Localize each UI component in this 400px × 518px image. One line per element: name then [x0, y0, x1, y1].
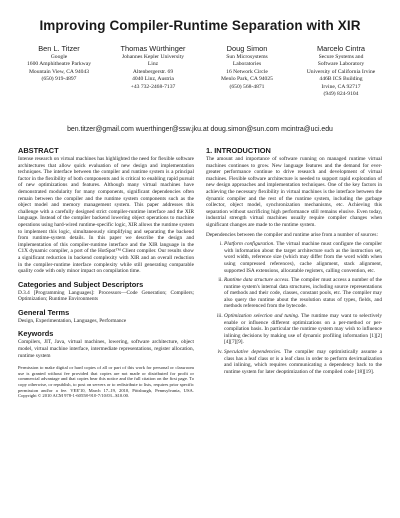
author-affiliation: (949) 824-9104 [323, 91, 359, 98]
intro-paragraph: Dependencies between the compiler and runtime arise from a number of sources: [206, 231, 378, 238]
author-affiliation: Laboratories [232, 61, 262, 68]
general-terms-text: Design, Experimentation, Languages, Performance [18, 317, 127, 324]
author-affiliation: 1600 Amphitheatre Parkway [26, 61, 91, 68]
list-item [224, 241, 382, 274]
left-column [18, 146, 194, 399]
author-1 [12, 44, 106, 98]
author-affiliation: Menlo Park, CA 94025 [221, 76, 273, 83]
list-item-lead: Runtime data structure access. [224, 277, 290, 284]
dependency-list [206, 241, 382, 375]
author-affiliation: Altenbergerstr. 69 [132, 68, 174, 75]
author-name: Marcelo Cintra [316, 44, 366, 53]
author-block [12, 44, 388, 98]
list-item [224, 277, 382, 310]
list-item-lead: Platform configuration. [224, 241, 275, 248]
author-affiliation: University of California Irvine [306, 68, 376, 75]
author-affiliation: Mountain View, CA 94043 [28, 68, 90, 75]
general-terms-heading: General Terms [18, 307, 70, 317]
list-item-text: The compiler must access a number of the runtime system's internal data structures, including source representations of methods and their code, classes, constant pools, etc. The compiler may also query the runtime about the resolution status of types, fields, and methods referenced from the bytecode. [224, 277, 382, 310]
author-affiliation: Secure Systems and [318, 54, 364, 60]
categories-heading: Categories and Subject Descriptors [18, 279, 144, 289]
author-name: Thomas Würthinger [120, 44, 186, 53]
copyright-notice: Permission to make digital or hard copies of all or part of this work for personal or classroom use is granted without fee provided that copies are not made or distributed for profit or commercial advantage and that copies bear this notice and the full citation on the first page. To copy otherwise, or republish, to post on servers or to redistribute to lists, requires prior specific permission and/or a fee. VEE'10, March 17–19, 2010, Pittsburgh, Pennsylvania, USA. Copyright © 2010 ACM 978-1-60558-910-7/10/03...$10.00. [18, 365, 194, 399]
list-item-lead: Optimization selection and tuning. [224, 313, 300, 320]
list-item [224, 313, 382, 346]
author-emails: ben.titzer@gmail.com wuerthinger@ssw.jku.at doug.simon@sun.com mcintra@uci.edu [67, 126, 333, 133]
author-affiliation: (650) 568-4871 [229, 83, 265, 90]
author-affiliation: (650) 919-4897 [41, 76, 77, 83]
author-affiliation: 4040 Linz, Austria [132, 76, 174, 83]
list-item-text: The compiler may optimistically assume a class has a leaf class or is a leaf class in order to perform devirtualization and inlining, which requires communicating a dependency back to the runtime system for later deoptimization of the compiled code [18][19]. [224, 349, 382, 375]
author-4 [294, 44, 388, 98]
author-affiliation: Irvine, CA 92717 [321, 83, 361, 90]
list-item-lead: Speculative dependencies. [224, 349, 282, 356]
author-affiliation: Software Laboratory [317, 61, 365, 68]
abstract-text: Intense research on virtual machines has highlighted the need for flexible software architectures that allow quick evaluation of new design and implementation techniques. The interface between the compiler and runtime system is a principal factor in the flexibility of both components and is critical to enabling rapid pursuit of new optimizations and features. Although many virtual machines have demonstrated modularity for many components, significant dependencies often remain between the compiler and the runtime system components such as the object model and memory management system. This paper addresses this challenge with a carefully designed strict compiler-runtime interface and the XIR language. Instead of the compiler backend lowering object operations to machine operations using hard-wired runtime-specific logic, XIR allows the runtime system to implement this logic, simultaneously simplifying and separating the backend from runtime-system details. In this paper we describe the design and implementation of this compiler-runtime interface and the XIR language in the C1X dynamic compiler, a port of the HotSpot™ Client compiler. Our results show a significant reduction in backend complexity with XIR and an overall reduction in the compiler-runtime interface complexity while still generating comparable quality code with only minor impact on compilation time. [18, 156, 194, 275]
intro-paragraph: The amount and importance of software running on managed runtime virtual machines continues to grow. New language features and the demand for ever-greater performance continue to drive research and development of virtual machines. Flexible software architecture is needed to support rapid exploration of new design approaches and implementation techniques. One of the key factors in achieving the necessary flexibility in virtual machines is the interface between the dynamic compiler and the rest of the runtime system, including the garbage collector, object model, synchronization mechanisms, etc. Achieving this separation without sacrificing high performance still remains elusive. Even today, industrial strength virtual machines usually require compiler changes when significant changes are made to the runtime system. [206, 156, 382, 228]
list-item-text: The virtual machine must configure the compiler with information about the target architecture such as the instruction set, word width, reference size (which may differ from the word width when using compressed references), cache alignment, stack alignment, supported ISA extensions, allocatable registers, calling convention, etc. [224, 241, 383, 274]
author-affiliation: Johannes Kepler University [121, 54, 185, 60]
list-item [224, 349, 382, 375]
author-affiliation: 16 Network Circle [226, 68, 268, 75]
author-affiliation: 446B ICS Building [319, 76, 363, 83]
author-affiliation: Google [50, 54, 68, 60]
right-column [206, 146, 382, 378]
author-3 [200, 44, 294, 98]
author-affiliation: +43 732-2468-7137 [130, 83, 176, 90]
abstract-heading: ABSTRACT [18, 146, 59, 155]
author-2 [106, 44, 200, 98]
categories-text: D.3.4 [Programming Languages]: Processors—Code Generation; Compilers; Optimization; Runtime Environments [18, 289, 194, 303]
keywords-text: Compilers, JIT, Java, virtual machines, lowering, software architecture, object model, virtual machine interface, intermediate representations, register allocation, runtime system [18, 339, 194, 359]
keywords-heading: Keywords [18, 329, 54, 339]
list-item-text: The runtime may want to selectively enable or influence different optimizations on a per-method or per-compilation basis. In particular the runtime system may wish to influence inlining decisions by making use of dynamic profiling information [1][2][4][7][9]. [224, 313, 382, 346]
paper-title: Improving Compiler-Runtime Separation with XIR [39, 18, 361, 33]
introduction-heading: 1. INTRODUCTION [206, 146, 271, 155]
author-affiliation: Linz [147, 61, 159, 68]
author-name: Ben L. Titzer [38, 44, 80, 53]
author-name: Doug Simon [226, 44, 268, 53]
author-affiliation: Sun Microsystems [226, 54, 268, 60]
